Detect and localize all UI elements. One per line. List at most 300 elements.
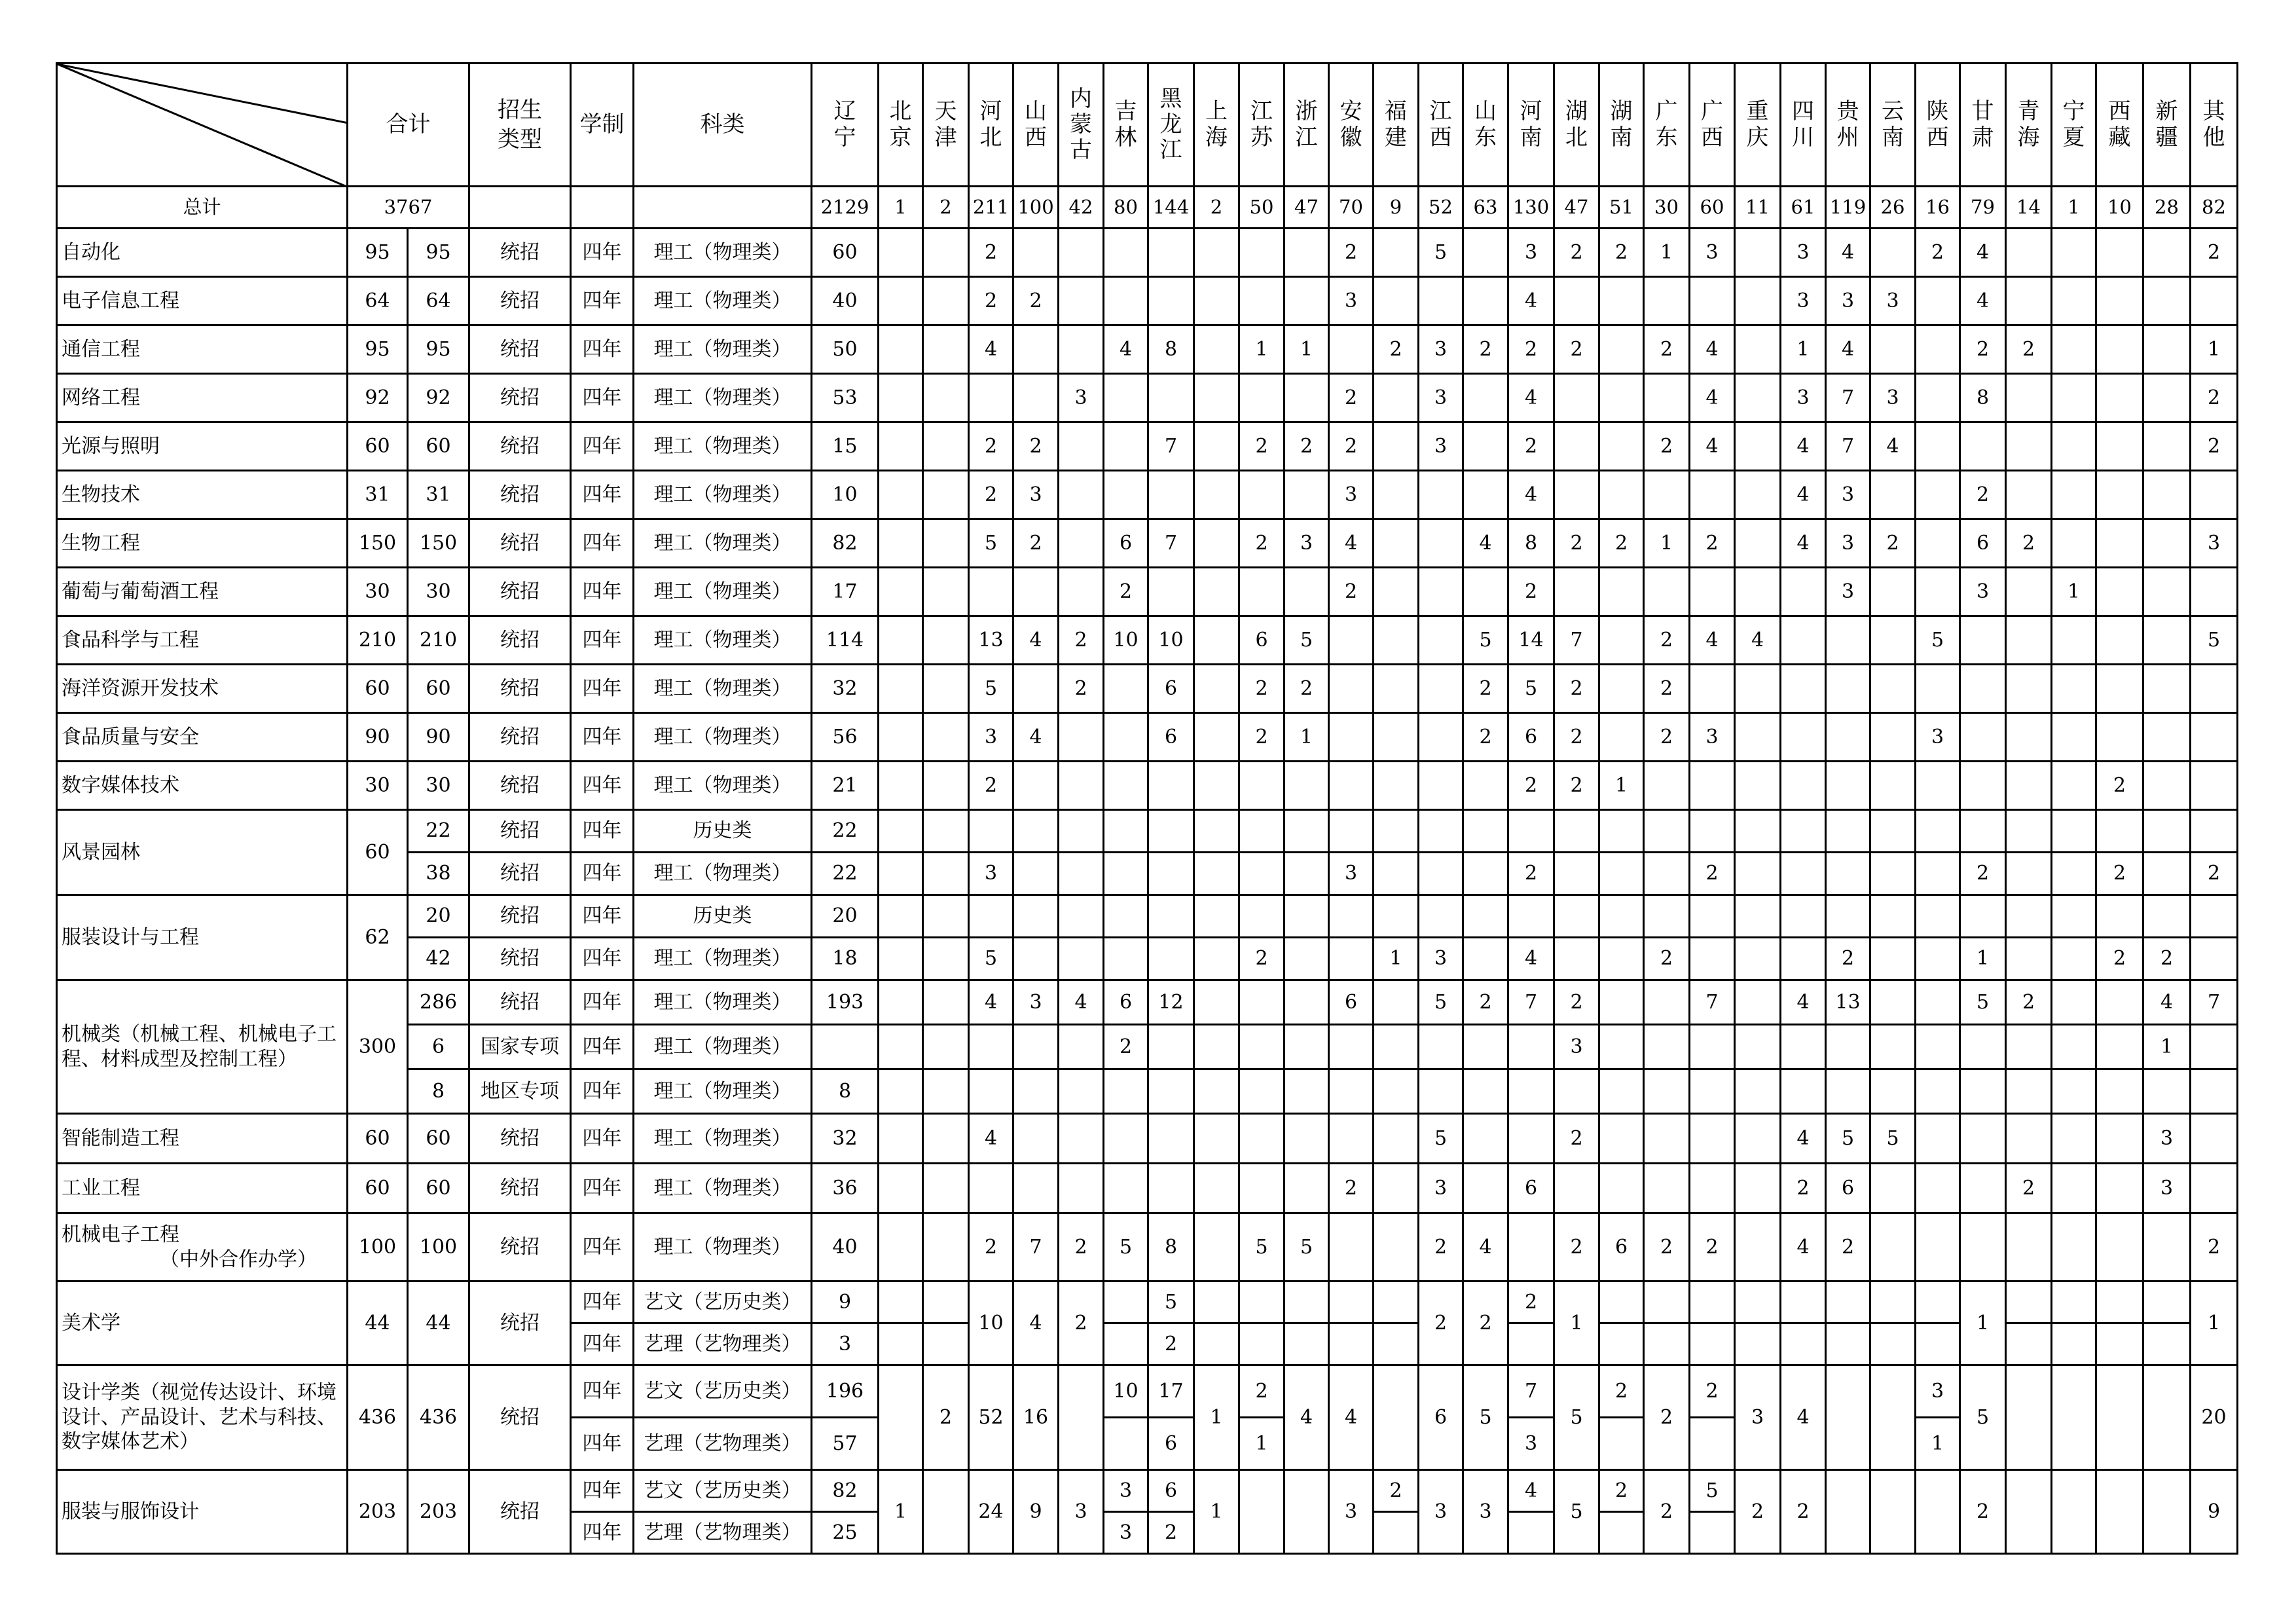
province-cell xyxy=(1239,1025,1285,1069)
plan-cell: 42 xyxy=(408,938,469,980)
province-cell xyxy=(923,665,969,713)
duration-cell: 四年 xyxy=(571,277,634,325)
province-cell: 3 xyxy=(1013,980,1059,1025)
province-cell xyxy=(1599,1365,1644,1470)
province-cell xyxy=(879,229,923,277)
plan-cell: 210 xyxy=(408,616,469,665)
province-cell xyxy=(1329,762,1374,810)
plan-cell: 60 xyxy=(408,665,469,713)
province-cell: 3 xyxy=(1690,713,1735,762)
province-cell xyxy=(1916,895,1960,938)
province-cell xyxy=(1148,1365,1194,1470)
province-cell: 2 xyxy=(1644,1213,1690,1282)
province-cell: 2 xyxy=(1013,422,1059,471)
province-cell xyxy=(2191,1164,2238,1213)
grand-total-province-cell: 47 xyxy=(1285,187,1329,229)
province-cell: 3 xyxy=(1329,471,1374,519)
table-row xyxy=(57,1213,2238,1282)
table-row xyxy=(57,762,2238,810)
province-cell xyxy=(1826,713,1870,762)
province-cell: 4 xyxy=(1690,325,1735,374)
total-cell: 64 xyxy=(348,277,408,325)
province-subcell xyxy=(1600,1282,1643,1322)
province-cell xyxy=(969,568,1013,616)
province-subcell xyxy=(1374,1282,1417,1322)
province-cell xyxy=(2096,325,2143,374)
province-header: 其 他 xyxy=(2191,64,2238,187)
province-cell: 5 xyxy=(1463,1365,1508,1470)
province-cell xyxy=(879,471,923,519)
province-cell xyxy=(1463,1164,1508,1213)
province-cell xyxy=(1554,1069,1599,1114)
province-cell: 40 xyxy=(812,1213,879,1282)
category-cell: 艺理（艺物理类） xyxy=(634,1512,812,1554)
type-cell: 统招 xyxy=(469,1282,571,1365)
province-cell: 2 xyxy=(1059,1282,1104,1365)
province-cell xyxy=(1419,519,1463,568)
province-cell xyxy=(923,1470,969,1554)
province-cell: 2 xyxy=(1781,1470,1826,1554)
province-subcell xyxy=(1871,1282,1914,1322)
province-cell: 2 xyxy=(2096,938,2143,980)
province-cell xyxy=(1104,471,1148,519)
province-cell xyxy=(1781,1025,1826,1069)
province-cell xyxy=(1870,980,1916,1025)
province-cell: 1 xyxy=(1599,762,1644,810)
province-cell: 7 xyxy=(1508,980,1554,1025)
province-subcell xyxy=(1781,1322,1825,1364)
province-cell xyxy=(2052,895,2096,938)
province-subcell: 4 xyxy=(1524,1479,1538,1502)
province-cell xyxy=(1599,471,1644,519)
province-cell xyxy=(1735,519,1781,568)
province-cell: 4 xyxy=(1690,374,1735,422)
table-row xyxy=(57,713,2238,762)
province-header: 辽 宁 xyxy=(812,64,879,187)
province-cell xyxy=(1960,713,2006,762)
province-cell: 32 xyxy=(812,1114,879,1164)
province-cell xyxy=(923,374,969,422)
province-cell: 2 xyxy=(1239,519,1285,568)
grand-total-province-cell: 11 xyxy=(1735,187,1781,229)
province-cell xyxy=(1285,1470,1329,1554)
province-cell xyxy=(1148,1164,1194,1213)
province-cell xyxy=(1239,277,1285,325)
province-cell xyxy=(923,853,969,895)
province-cell xyxy=(1554,277,1599,325)
province-cell: 4 xyxy=(1870,422,1916,471)
major-cell: 设计学类（视觉传达设计、环境设计、产品设计、艺术与科技、数字媒体艺术） xyxy=(57,1365,348,1470)
category-cell: 理工（物理类） xyxy=(634,665,812,713)
province-cell xyxy=(1960,1114,2006,1164)
province-cell: 196 xyxy=(812,1365,879,1418)
province-cell xyxy=(1690,1282,1735,1365)
province-cell: 2 xyxy=(1644,665,1690,713)
province-subcell xyxy=(1827,1322,1869,1364)
province-cell xyxy=(1916,853,1960,895)
province-cell: 2 xyxy=(969,422,1013,471)
province-cell xyxy=(1508,1025,1554,1069)
province-cell: 2 xyxy=(1554,713,1599,762)
province-subcell xyxy=(1374,1322,1417,1364)
total-cell: 31 xyxy=(348,471,408,519)
province-subcell xyxy=(2097,1322,2142,1364)
province-subcell: 2 xyxy=(1389,1479,1402,1502)
plan-cell: 31 xyxy=(408,471,469,519)
province-cell: 2 xyxy=(1463,325,1508,374)
province-cell: 4 xyxy=(1781,471,1826,519)
province-cell xyxy=(923,713,969,762)
grand-total-province-cell: 119 xyxy=(1826,187,1870,229)
province-subcell xyxy=(1509,1511,1553,1553)
province-cell: 1 xyxy=(1285,713,1329,762)
grand-total-province-cell: 144 xyxy=(1148,187,1194,229)
category-cell: 理工（物理类） xyxy=(634,325,812,374)
province-cell xyxy=(2143,471,2191,519)
province-cell xyxy=(1104,853,1148,895)
province-cell: 7 xyxy=(2191,980,2238,1025)
province-cell: 22 xyxy=(812,853,879,895)
province-cell xyxy=(2006,1025,2052,1069)
province-cell: 2 xyxy=(2096,853,2143,895)
province-cell xyxy=(2143,1282,2191,1365)
province-cell xyxy=(2096,422,2143,471)
province-subcell xyxy=(1104,1322,1147,1364)
duration-cell: 四年 xyxy=(571,325,634,374)
province-cell xyxy=(1013,895,1059,938)
province-cell xyxy=(1781,616,1826,665)
province-header: 陕 西 xyxy=(1916,64,1960,187)
province-cell xyxy=(1374,471,1419,519)
province-cell xyxy=(1104,1114,1148,1164)
plan-cell: 95 xyxy=(408,229,469,277)
province-cell xyxy=(1508,1114,1554,1164)
province-cell: 2 xyxy=(1554,229,1599,277)
province-cell xyxy=(1194,1282,1239,1365)
major-cell: 电子信息工程 xyxy=(57,277,348,325)
province-cell: 2 xyxy=(1239,422,1285,471)
total-cell: 30 xyxy=(348,568,408,616)
province-subcell xyxy=(1330,1282,1372,1322)
province-cell xyxy=(1148,895,1194,938)
province-subcell xyxy=(1645,1322,1688,1364)
province-subcell xyxy=(924,1282,968,1322)
province-cell xyxy=(1329,713,1374,762)
province-cell: 32 xyxy=(812,665,879,713)
province-cell xyxy=(1644,277,1690,325)
province-cell: 3 xyxy=(1419,1164,1463,1213)
province-subcell xyxy=(2007,1322,2050,1364)
province-cell xyxy=(1781,810,1826,853)
duration-cell: 四年 xyxy=(571,1114,634,1164)
province-cell: 2 xyxy=(1059,616,1104,665)
province-cell: 4 xyxy=(969,1114,1013,1164)
category-cell: 理工（物理类） xyxy=(634,471,812,519)
province-cell xyxy=(2143,1470,2191,1554)
province-cell xyxy=(1194,938,1239,980)
province-header: 河 北 xyxy=(969,64,1013,187)
type-cell: 统招 xyxy=(469,616,571,665)
major-cell: 智能制造工程 xyxy=(57,1114,348,1164)
province-subcell xyxy=(1736,1282,1779,1322)
province-cell xyxy=(2052,713,2096,762)
province-cell xyxy=(2006,471,2052,519)
province-subcell xyxy=(1104,1416,1147,1469)
province-header: 江 苏 xyxy=(1239,64,1285,187)
category-cell: 理工（物理类） xyxy=(634,568,812,616)
province-cell xyxy=(2191,1114,2238,1164)
province-cell: 2 xyxy=(1554,1114,1599,1164)
type-cell: 统招 xyxy=(469,810,571,853)
province-cell: 2 xyxy=(1690,1213,1735,1282)
province-subcell: 2 xyxy=(1614,1479,1628,1502)
duration-cell: 四年 xyxy=(571,1282,634,1323)
province-cell xyxy=(1870,853,1916,895)
total-cell: 95 xyxy=(348,325,408,374)
category-cell: 艺理（艺物理类） xyxy=(634,1323,812,1365)
province-cell xyxy=(1374,1114,1419,1164)
province-cell xyxy=(1870,1025,1916,1069)
province-cell: 1 xyxy=(2191,1282,2238,1365)
grand-total-province-cell: 26 xyxy=(1870,187,1916,229)
province-cell: 2 xyxy=(1285,422,1329,471)
province-cell xyxy=(2096,810,2143,853)
province-cell xyxy=(1960,1069,2006,1114)
province-cell xyxy=(1735,1282,1781,1365)
province-cell xyxy=(923,325,969,374)
category-cell: 理工（物理类） xyxy=(634,980,812,1025)
province-header: 广 西 xyxy=(1690,64,1735,187)
category-cell: 理工（物理类） xyxy=(634,422,812,471)
province-cell xyxy=(1826,1069,1870,1114)
province-cell xyxy=(1644,471,1690,519)
duration-cell: 四年 xyxy=(571,1164,634,1213)
grand-total-province-cell: 60 xyxy=(1690,187,1735,229)
province-cell xyxy=(1148,229,1194,277)
province-cell xyxy=(1374,277,1419,325)
province-cell xyxy=(1554,422,1599,471)
province-subcell xyxy=(1781,1282,1825,1322)
province-header: 湖 北 xyxy=(1554,64,1599,187)
duration-cell: 四年 xyxy=(571,713,634,762)
province-cell xyxy=(1826,895,1870,938)
province-cell xyxy=(2096,665,2143,713)
grand-total-province-cell: 80 xyxy=(1104,187,1148,229)
major-cell: 通信工程 xyxy=(57,325,348,374)
province-cell xyxy=(2006,713,2052,762)
province-cell xyxy=(1374,1164,1419,1213)
province-cell: 4 xyxy=(1329,519,1374,568)
province-subcell: 3 xyxy=(1509,1416,1553,1469)
province-cell xyxy=(1916,1025,1960,1069)
province-subcell xyxy=(1374,1511,1417,1553)
province-cell xyxy=(1554,938,1599,980)
province-cell: 2 xyxy=(2191,853,2238,895)
province-cell xyxy=(1239,1282,1285,1365)
province-cell: 5 xyxy=(1960,980,2006,1025)
province-cell xyxy=(1463,422,1508,471)
province-cell xyxy=(1374,1365,1419,1470)
province-cell: 4 xyxy=(969,325,1013,374)
province-header: 吉 林 xyxy=(1104,64,1148,187)
province-cell xyxy=(879,1114,923,1164)
total-cell: 44 xyxy=(348,1282,408,1365)
province-cell xyxy=(1599,1069,1644,1114)
province-cell xyxy=(1554,471,1599,519)
grand-total-province-cell: 28 xyxy=(2143,187,2191,229)
province-cell xyxy=(1285,374,1329,422)
plan-cell: 92 xyxy=(408,374,469,422)
province-cell xyxy=(2143,853,2191,895)
province-cell xyxy=(923,229,969,277)
province-cell: 4 xyxy=(1781,1114,1826,1164)
province-cell: 2 xyxy=(1419,1213,1463,1282)
province-cell xyxy=(1644,1164,1690,1213)
province-cell xyxy=(1735,713,1781,762)
category-cell: 艺理（艺物理类） xyxy=(634,1418,812,1470)
province-cell xyxy=(2052,519,2096,568)
grand-total-row xyxy=(57,187,2238,229)
province-cell xyxy=(1644,1114,1690,1164)
province-subcell xyxy=(1645,1282,1688,1322)
category-cell: 历史类 xyxy=(634,810,812,853)
province-cell xyxy=(1870,1470,1916,1554)
province-cell xyxy=(923,471,969,519)
province-cell: 2 xyxy=(1599,519,1644,568)
province-cell xyxy=(1374,713,1419,762)
plan-cell: 60 xyxy=(408,1164,469,1213)
province-subcell: 10 xyxy=(1113,1379,1139,1403)
empty-cell xyxy=(469,187,571,229)
province-cell xyxy=(1870,616,1916,665)
province-cell xyxy=(1013,810,1059,853)
province-cell xyxy=(1916,374,1960,422)
province-subcell xyxy=(1330,1322,1372,1364)
grand-total-province-cell: 51 xyxy=(1599,187,1644,229)
province-cell: 3 xyxy=(1781,374,1826,422)
diagonal-lines xyxy=(58,64,348,187)
province-cell: 2 xyxy=(1508,762,1554,810)
major-cell: 自动化 xyxy=(57,229,348,277)
enrollment-plan-table xyxy=(56,62,2238,1555)
province-cell xyxy=(1735,229,1781,277)
grand-total-province-cell: 2 xyxy=(1194,187,1239,229)
province-cell: 4 xyxy=(1463,519,1508,568)
province-cell xyxy=(1735,895,1781,938)
province-subcell xyxy=(2052,1322,2095,1364)
province-cell: 4 xyxy=(1508,277,1554,325)
province-subcell: 2 xyxy=(1149,1322,1193,1364)
province-cell: 2 xyxy=(1508,568,1554,616)
province-cell: 50 xyxy=(812,325,879,374)
province-cell xyxy=(1781,713,1826,762)
grand-total-province-cell: 2 xyxy=(923,187,969,229)
province-cell: 17 xyxy=(812,568,879,616)
province-cell xyxy=(1960,895,2006,938)
province-subcell xyxy=(2052,1282,2095,1322)
table-row xyxy=(57,519,2238,568)
province-cell xyxy=(2006,1213,2052,1282)
province-cell xyxy=(1870,1069,1916,1114)
province-cell: 4 xyxy=(1781,1213,1826,1282)
province-subcell xyxy=(1690,1322,1734,1364)
province-subcell xyxy=(1600,1511,1643,1553)
province-cell xyxy=(1059,229,1104,277)
province-cell: 3 xyxy=(1826,568,1870,616)
province-cell xyxy=(1285,1069,1329,1114)
major-cell: 机械类（机械工程、机械电子工程、材料成型及控制工程） xyxy=(57,980,348,1114)
province-cell xyxy=(2096,1114,2143,1164)
province-cell: 1 xyxy=(1554,1282,1599,1365)
province-cell xyxy=(2096,1025,2143,1069)
province-cell xyxy=(1194,895,1239,938)
province-cell xyxy=(2191,713,2238,762)
province-subcell: 17 xyxy=(1158,1379,1184,1403)
province-cell xyxy=(1285,853,1329,895)
type-cell: 统招 xyxy=(469,229,571,277)
province-cell xyxy=(1194,325,1239,374)
province-cell xyxy=(1104,810,1148,853)
province-cell: 2 xyxy=(2006,1164,2052,1213)
total-cell: 203 xyxy=(348,1470,408,1554)
province-subcell xyxy=(1600,1322,1643,1364)
province-cell xyxy=(1554,374,1599,422)
province-subcell xyxy=(1690,1282,1734,1322)
category-cell: 理工（物理类） xyxy=(634,616,812,665)
province-cell xyxy=(1870,1365,1916,1470)
category-cell: 理工（物理类） xyxy=(634,374,812,422)
province-cell: 3 xyxy=(1059,374,1104,422)
province-cell xyxy=(2006,277,2052,325)
province-cell: 6 xyxy=(1826,1164,1870,1213)
province-cell: 10 xyxy=(969,1282,1013,1365)
province-cell xyxy=(1508,810,1554,853)
province-cell xyxy=(1239,1365,1285,1470)
province-cell xyxy=(1104,665,1148,713)
province-cell xyxy=(2096,1282,2143,1365)
province-cell: 2 xyxy=(969,762,1013,810)
province-header: 江 西 xyxy=(1419,64,1463,187)
province-cell xyxy=(1013,853,1059,895)
province-cell xyxy=(1916,519,1960,568)
province-cell: 5 xyxy=(1285,1213,1329,1282)
province-cell: 2 xyxy=(1419,1282,1463,1365)
total-cell: 150 xyxy=(348,519,408,568)
province-cell: 7 xyxy=(1554,616,1599,665)
plan-cell: 150 xyxy=(408,519,469,568)
province-cell: 2 xyxy=(1329,1164,1374,1213)
province-cell xyxy=(1148,1025,1194,1069)
province-cell: 4 xyxy=(1013,713,1059,762)
province-cell xyxy=(1374,229,1419,277)
province-subcell xyxy=(1285,1282,1328,1322)
province-subcell: 5 xyxy=(1164,1290,1178,1314)
province-cell xyxy=(1059,471,1104,519)
duration-cell: 四年 xyxy=(571,1025,634,1069)
province-cell xyxy=(2006,616,2052,665)
province-cell xyxy=(923,1164,969,1213)
province-cell xyxy=(1419,762,1463,810)
province-cell xyxy=(1059,1069,1104,1114)
province-cell xyxy=(1148,277,1194,325)
major-cell: 食品科学与工程 xyxy=(57,616,348,665)
table-row xyxy=(57,374,2238,422)
province-cell: 1 xyxy=(1194,1365,1239,1470)
province-cell: 2 xyxy=(923,1365,969,1470)
province-cell xyxy=(1554,568,1599,616)
province-cell xyxy=(2052,1164,2096,1213)
province-header: 重 庆 xyxy=(1735,64,1781,187)
